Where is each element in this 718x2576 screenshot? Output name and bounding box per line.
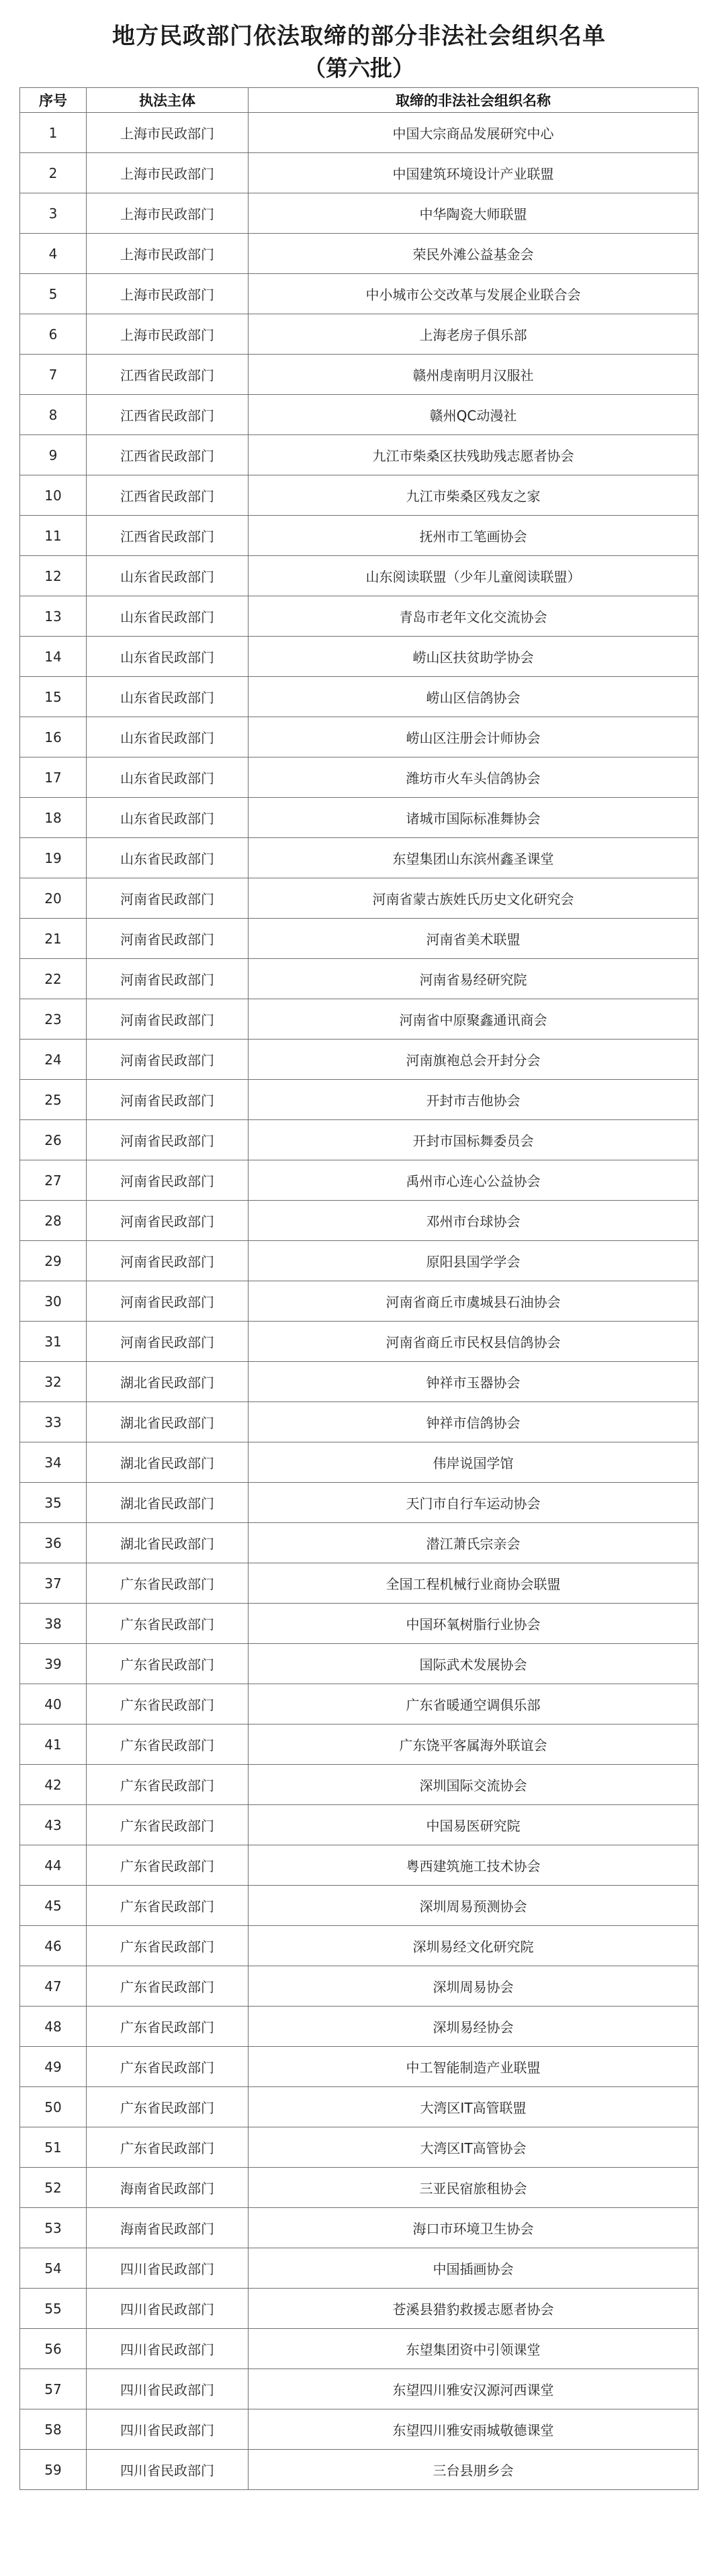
table-row <box>20 475 699 516</box>
cell-enforcement-body: 广东省民政部门 <box>87 1966 249 2007</box>
cell-enforcement-body: 河南省民政部门 <box>87 1160 249 1201</box>
cell-serial: 6 <box>20 314 87 355</box>
header-serial: 序号 <box>20 88 87 113</box>
table-row <box>20 1845 699 1886</box>
cell-organization-name: 赣州QC动漫社 <box>249 395 699 435</box>
cell-enforcement-body: 河南省民政部门 <box>87 1201 249 1241</box>
table-row <box>20 838 699 878</box>
cell-serial: 17 <box>20 757 87 798</box>
cell-organization-name: 中国易医研究院 <box>249 1805 699 1845</box>
table-row <box>20 596 699 637</box>
cell-organization-name: 河南省中原聚鑫通讯商会 <box>249 999 699 1040</box>
cell-serial: 5 <box>20 274 87 314</box>
table-row <box>20 1563 699 1604</box>
cell-serial: 50 <box>20 2087 87 2127</box>
table-row <box>20 435 699 475</box>
cell-organization-name: 中国插画协会 <box>249 2248 699 2289</box>
cell-enforcement-body: 海南省民政部门 <box>87 2168 249 2208</box>
cell-serial: 32 <box>20 1362 87 1402</box>
cell-organization-name: 国际武术发展协会 <box>249 1644 699 1684</box>
cell-organization-name: 全国工程机械行业商协会联盟 <box>249 1563 699 1604</box>
cell-serial: 38 <box>20 1604 87 1644</box>
cell-serial: 40 <box>20 1684 87 1724</box>
cell-enforcement-body: 河南省民政部门 <box>87 919 249 959</box>
cell-serial: 37 <box>20 1563 87 1604</box>
cell-enforcement-body: 广东省民政部门 <box>87 1805 249 1845</box>
cell-serial: 55 <box>20 2289 87 2329</box>
cell-enforcement-body: 广东省民政部门 <box>87 1684 249 1724</box>
table-row <box>20 1040 699 1080</box>
cell-organization-name: 三亚民宿旅租协会 <box>249 2168 699 2208</box>
cell-serial: 51 <box>20 2127 87 2168</box>
cell-organization-name: 中国建筑环境设计产业联盟 <box>249 153 699 193</box>
cell-enforcement-body: 江西省民政部门 <box>87 355 249 395</box>
cell-enforcement-body: 河南省民政部门 <box>87 1080 249 1120</box>
header-enforcement-body: 执法主体 <box>87 88 249 113</box>
cell-organization-name: 海口市环境卫生协会 <box>249 2208 699 2248</box>
cell-enforcement-body: 上海市民政部门 <box>87 193 249 234</box>
table-row <box>20 999 699 1040</box>
cell-serial: 30 <box>20 1281 87 1322</box>
cell-enforcement-body: 上海市民政部门 <box>87 113 249 153</box>
cell-organization-name: 东望四川雅安汉源河西课堂 <box>249 2369 699 2409</box>
cell-enforcement-body: 四川省民政部门 <box>87 2369 249 2409</box>
cell-serial: 21 <box>20 919 87 959</box>
cell-enforcement-body: 广东省民政部门 <box>87 1765 249 1805</box>
cell-organization-name: 青岛市老年文化交流协会 <box>249 596 699 637</box>
cell-serial: 27 <box>20 1160 87 1201</box>
cell-serial: 26 <box>20 1120 87 1160</box>
cell-enforcement-body: 湖北省民政部门 <box>87 1523 249 1563</box>
table-row <box>20 1281 699 1322</box>
table-row <box>20 798 699 838</box>
table-row <box>20 1523 699 1563</box>
cell-enforcement-body: 河南省民政部门 <box>87 1241 249 1281</box>
cell-organization-name: 中国环氧树脂行业协会 <box>249 1604 699 1644</box>
cell-organization-name: 东望四川雅安雨城敬德课堂 <box>249 2409 699 2450</box>
cell-serial: 12 <box>20 556 87 596</box>
table-row <box>20 677 699 717</box>
cell-serial: 49 <box>20 2047 87 2087</box>
table-row <box>20 153 699 193</box>
cell-organization-name: 深圳周易协会 <box>249 1966 699 2007</box>
table-row <box>20 1483 699 1523</box>
cell-enforcement-body: 山东省民政部门 <box>87 637 249 677</box>
cell-enforcement-body: 上海市民政部门 <box>87 153 249 193</box>
cell-serial: 58 <box>20 2409 87 2450</box>
cell-organization-name: 东望集团山东滨州鑫圣课堂 <box>249 838 699 878</box>
cell-enforcement-body: 河南省民政部门 <box>87 1040 249 1080</box>
table-row <box>20 1724 699 1765</box>
cell-enforcement-body: 山东省民政部门 <box>87 838 249 878</box>
cell-enforcement-body: 湖北省民政部门 <box>87 1442 249 1483</box>
cell-enforcement-body: 江西省民政部门 <box>87 395 249 435</box>
table-row <box>20 355 699 395</box>
cell-serial: 11 <box>20 516 87 556</box>
cell-serial: 10 <box>20 475 87 516</box>
table-row <box>20 2047 699 2087</box>
cell-organization-name: 邓州市台球协会 <box>249 1201 699 1241</box>
cell-serial: 24 <box>20 1040 87 1080</box>
cell-enforcement-body: 广东省民政部门 <box>87 1644 249 1684</box>
cell-organization-name: 开封市国标舞委员会 <box>249 1120 699 1160</box>
cell-organization-name: 上海老房子俱乐部 <box>249 314 699 355</box>
table-row <box>20 234 699 274</box>
cell-enforcement-body: 四川省民政部门 <box>87 2248 249 2289</box>
cell-organization-name: 河南省商丘市民权县信鸽协会 <box>249 1322 699 1362</box>
cell-organization-name: 广东省暖通空调俱乐部 <box>249 1684 699 1724</box>
cell-enforcement-body: 广东省民政部门 <box>87 2087 249 2127</box>
cell-serial: 25 <box>20 1080 87 1120</box>
cell-serial: 29 <box>20 1241 87 1281</box>
cell-enforcement-body: 湖北省民政部门 <box>87 1362 249 1402</box>
cell-organization-name: 崂山区信鸽协会 <box>249 677 699 717</box>
cell-enforcement-body: 山东省民政部门 <box>87 677 249 717</box>
cell-serial: 23 <box>20 999 87 1040</box>
cell-serial: 7 <box>20 355 87 395</box>
table-row <box>20 395 699 435</box>
cell-organization-name: 苍溪县猎豹救援志愿者协会 <box>249 2289 699 2329</box>
document-title <box>0 0 718 81</box>
cell-serial: 19 <box>20 838 87 878</box>
cell-serial: 20 <box>20 878 87 919</box>
cell-serial: 8 <box>20 395 87 435</box>
cell-serial: 14 <box>20 637 87 677</box>
cell-serial: 47 <box>20 1966 87 2007</box>
table-row <box>20 113 699 153</box>
table-row <box>20 2248 699 2289</box>
cell-organization-name: 开封市吉他协会 <box>249 1080 699 1120</box>
cell-serial: 33 <box>20 1402 87 1442</box>
table-row <box>20 1442 699 1483</box>
cell-serial: 44 <box>20 1845 87 1886</box>
cell-enforcement-body: 河南省民政部门 <box>87 959 249 999</box>
table-row <box>20 2289 699 2329</box>
cell-serial: 31 <box>20 1322 87 1362</box>
cell-enforcement-body: 广东省民政部门 <box>87 1563 249 1604</box>
cell-serial: 16 <box>20 717 87 757</box>
cell-enforcement-body: 广东省民政部门 <box>87 2007 249 2047</box>
cell-enforcement-body: 山东省民政部门 <box>87 717 249 757</box>
cell-enforcement-body: 江西省民政部门 <box>87 516 249 556</box>
header-organization-name: 取缔的非法社会组织名称 <box>249 88 699 113</box>
cell-organization-name: 三台县朋乡会 <box>249 2450 699 2490</box>
banned-organizations-table <box>19 87 699 2490</box>
cell-serial: 53 <box>20 2208 87 2248</box>
cell-enforcement-body: 上海市民政部门 <box>87 274 249 314</box>
cell-enforcement-body: 广东省民政部门 <box>87 1724 249 1765</box>
cell-organization-name: 深圳周易预测协会 <box>249 1886 699 1926</box>
cell-enforcement-body: 山东省民政部门 <box>87 556 249 596</box>
table-row <box>20 2007 699 2047</box>
cell-organization-name: 山东阅读联盟（少年儿童阅读联盟） <box>249 556 699 596</box>
cell-enforcement-body: 河南省民政部门 <box>87 1120 249 1160</box>
cell-organization-name: 河南旗袍总会开封分会 <box>249 1040 699 1080</box>
cell-enforcement-body: 湖北省民政部门 <box>87 1402 249 1442</box>
cell-serial: 52 <box>20 2168 87 2208</box>
table-row <box>20 1644 699 1684</box>
cell-organization-name: 九江市柴桑区扶残助残志愿者协会 <box>249 435 699 475</box>
cell-serial: 42 <box>20 1765 87 1805</box>
cell-organization-name: 中工智能制造产业联盟 <box>249 2047 699 2087</box>
cell-organization-name: 中小城市公交改革与发展企业联合会 <box>249 274 699 314</box>
cell-serial: 35 <box>20 1483 87 1523</box>
cell-organization-name: 广东饶平客属海外联谊会 <box>249 1724 699 1765</box>
cell-serial: 15 <box>20 677 87 717</box>
table-row <box>20 1322 699 1362</box>
cell-serial: 41 <box>20 1724 87 1765</box>
cell-serial: 48 <box>20 2007 87 2047</box>
cell-enforcement-body: 江西省民政部门 <box>87 475 249 516</box>
cell-organization-name: 崂山区扶贫助学协会 <box>249 637 699 677</box>
cell-serial: 9 <box>20 435 87 475</box>
cell-serial: 1 <box>20 113 87 153</box>
cell-serial: 59 <box>20 2450 87 2490</box>
cell-organization-name: 中国大宗商品发展研究中心 <box>249 113 699 153</box>
table-row <box>20 2329 699 2369</box>
table-row <box>20 556 699 596</box>
cell-serial: 3 <box>20 193 87 234</box>
table-row <box>20 757 699 798</box>
cell-organization-name: 中华陶瓷大师联盟 <box>249 193 699 234</box>
table-header-row <box>20 88 699 113</box>
table-row <box>20 1926 699 1966</box>
cell-organization-name: 潜江萧氏宗亲会 <box>249 1523 699 1563</box>
table-row <box>20 1362 699 1402</box>
cell-serial: 57 <box>20 2369 87 2409</box>
cell-organization-name: 河南省美术联盟 <box>249 919 699 959</box>
table-row <box>20 1765 699 1805</box>
title-batch: （第六批） <box>304 55 414 81</box>
cell-enforcement-body: 河南省民政部门 <box>87 999 249 1040</box>
cell-enforcement-body: 江西省民政部门 <box>87 435 249 475</box>
cell-serial: 18 <box>20 798 87 838</box>
table-row <box>20 1241 699 1281</box>
cell-enforcement-body: 广东省民政部门 <box>87 2047 249 2087</box>
table-row <box>20 2168 699 2208</box>
cell-organization-name: 赣州虔南明月汉服社 <box>249 355 699 395</box>
cell-organization-name: 荣民外滩公益基金会 <box>249 234 699 274</box>
cell-enforcement-body: 四川省民政部门 <box>87 2450 249 2490</box>
table-row <box>20 878 699 919</box>
cell-organization-name: 九江市柴桑区残友之家 <box>249 475 699 516</box>
table-row <box>20 1402 699 1442</box>
cell-enforcement-body: 河南省民政部门 <box>87 1281 249 1322</box>
table-row <box>20 1966 699 2007</box>
table-row <box>20 919 699 959</box>
cell-organization-name: 天门市自行车运动协会 <box>249 1483 699 1523</box>
cell-serial: 43 <box>20 1805 87 1845</box>
cell-serial: 13 <box>20 596 87 637</box>
cell-organization-name: 抚州市工笔画协会 <box>249 516 699 556</box>
cell-serial: 4 <box>20 234 87 274</box>
cell-organization-name: 河南省商丘市虞城县石油协会 <box>249 1281 699 1322</box>
table-row <box>20 637 699 677</box>
cell-organization-name: 钟祥市玉器协会 <box>249 1362 699 1402</box>
table-row <box>20 193 699 234</box>
cell-organization-name: 禹州市心连心公益协会 <box>249 1160 699 1201</box>
table-row <box>20 2127 699 2168</box>
cell-organization-name: 大湾区IT高管联盟 <box>249 2087 699 2127</box>
cell-organization-name: 诸城市国际标准舞协会 <box>249 798 699 838</box>
cell-serial: 46 <box>20 1926 87 1966</box>
cell-organization-name: 深圳易经协会 <box>249 2007 699 2047</box>
table-row <box>20 1684 699 1724</box>
cell-organization-name: 崂山区注册会计师协会 <box>249 717 699 757</box>
cell-serial: 39 <box>20 1644 87 1684</box>
cell-organization-name: 东望集团资中引领课堂 <box>249 2329 699 2369</box>
title-main: 地方民政部门依法取缔的部分非法社会组织名单 <box>112 23 606 50</box>
cell-enforcement-body: 海南省民政部门 <box>87 2208 249 2248</box>
table-row <box>20 2409 699 2450</box>
table-row <box>20 1886 699 1926</box>
table-row <box>20 1604 699 1644</box>
table-row <box>20 2087 699 2127</box>
table-row <box>20 717 699 757</box>
table-row <box>20 2450 699 2490</box>
table-row <box>20 274 699 314</box>
cell-organization-name: 钟祥市信鸽协会 <box>249 1402 699 1442</box>
cell-enforcement-body: 广东省民政部门 <box>87 1886 249 1926</box>
cell-organization-name: 深圳易经文化研究院 <box>249 1926 699 1966</box>
cell-serial: 34 <box>20 1442 87 1483</box>
cell-organization-name: 大湾区IT高管协会 <box>249 2127 699 2168</box>
table-row <box>20 516 699 556</box>
cell-enforcement-body: 山东省民政部门 <box>87 757 249 798</box>
cell-enforcement-body: 四川省民政部门 <box>87 2409 249 2450</box>
cell-organization-name: 伟岸说国学馆 <box>249 1442 699 1483</box>
cell-organization-name: 原阳县国学学会 <box>249 1241 699 1281</box>
cell-serial: 28 <box>20 1201 87 1241</box>
table-row <box>20 2208 699 2248</box>
table-row <box>20 1120 699 1160</box>
cell-serial: 56 <box>20 2329 87 2369</box>
cell-enforcement-body: 四川省民政部门 <box>87 2329 249 2369</box>
cell-enforcement-body: 广东省民政部门 <box>87 1926 249 1966</box>
cell-serial: 45 <box>20 1886 87 1926</box>
cell-serial: 2 <box>20 153 87 193</box>
cell-serial: 22 <box>20 959 87 999</box>
table-row <box>20 314 699 355</box>
cell-enforcement-body: 四川省民政部门 <box>87 2289 249 2329</box>
table-row <box>20 1201 699 1241</box>
table-row <box>20 1805 699 1845</box>
cell-serial: 36 <box>20 1523 87 1563</box>
table-row <box>20 2369 699 2409</box>
cell-enforcement-body: 广东省民政部门 <box>87 1845 249 1886</box>
cell-enforcement-body: 广东省民政部门 <box>87 2127 249 2168</box>
cell-organization-name: 深圳国际交流协会 <box>249 1765 699 1805</box>
cell-enforcement-body: 山东省民政部门 <box>87 798 249 838</box>
cell-enforcement-body: 山东省民政部门 <box>87 596 249 637</box>
cell-organization-name: 河南省蒙古族姓氏历史文化研究会 <box>249 878 699 919</box>
table-body <box>20 113 699 2490</box>
cell-enforcement-body: 河南省民政部门 <box>87 1322 249 1362</box>
cell-enforcement-body: 河南省民政部门 <box>87 878 249 919</box>
table-row <box>20 959 699 999</box>
cell-serial: 54 <box>20 2248 87 2289</box>
table-row <box>20 1160 699 1201</box>
cell-enforcement-body: 湖北省民政部门 <box>87 1483 249 1523</box>
cell-enforcement-body: 上海市民政部门 <box>87 314 249 355</box>
cell-enforcement-body: 广东省民政部门 <box>87 1604 249 1644</box>
cell-organization-name: 潍坊市火车头信鸽协会 <box>249 757 699 798</box>
table-row <box>20 1080 699 1120</box>
cell-enforcement-body: 上海市民政部门 <box>87 234 249 274</box>
cell-organization-name: 粤西建筑施工技术协会 <box>249 1845 699 1886</box>
cell-organization-name: 河南省易经研究院 <box>249 959 699 999</box>
